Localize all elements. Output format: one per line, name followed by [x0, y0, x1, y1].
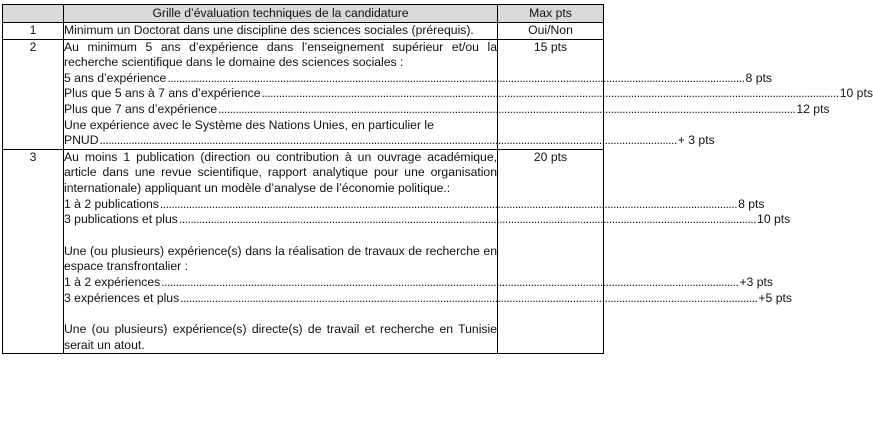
header-row: [3, 5, 604, 23]
table-row: [3, 39, 604, 149]
table-row: [3, 23, 604, 40]
scoring-line: [64, 70, 772, 87]
criteria-intro: Au moins 1 publication (direction ou contribution à un ouvrage académique, article dans une revue scientifique, rapport analytique pour une organisation internationale) appliquant un modèle d’analyse de l’économie politique.:: [64, 149, 497, 195]
scoring-line: [64, 212, 791, 228]
scoring-line: [64, 196, 765, 213]
scoring-label: 5 ans d’expérience: [64, 70, 167, 85]
dot-leader: ........................................................................................................................................................................................................: [161, 274, 739, 289]
scoring-label: Plus que 5 ans à 7 ans d’expérience: [64, 86, 261, 101]
criteria-extra-text: Une expérience avec le Système des Nations Unies, en particulier le: [64, 117, 434, 132]
scoring-points: 8 pts: [745, 70, 772, 85]
scoring-points: 8 pts: [738, 196, 765, 211]
max-points: Oui/Non: [498, 23, 604, 40]
scoring-line: [64, 133, 715, 149]
dot-leader: ........................................................................................................................................................................................................: [218, 101, 796, 116]
max-points: 20 pts: [498, 149, 604, 354]
scoring-label: 3 publications et plus: [64, 212, 178, 227]
scoring-line: [64, 274, 773, 291]
scoring-points: + 3 pts: [677, 133, 715, 148]
scoring-label: PNUD: [64, 133, 99, 148]
max-points: 15 pts: [498, 39, 604, 149]
scoring-points: +5 pts: [758, 290, 792, 305]
criteria-text: Minimum un Doctorat dans une discipline des sciences sociales (prérequis).: [64, 23, 474, 37]
scoring-line: [64, 101, 830, 118]
scoring-label: 1 à 2 publications: [64, 196, 159, 211]
scoring-label: 3 expériences et plus: [64, 290, 180, 305]
criteria-cell: [64, 23, 498, 40]
dot-leader: ........................................................................................................................................................................................................: [178, 212, 757, 227]
spacer: [64, 228, 497, 244]
evaluation-grid-table: [2, 4, 873, 354]
row-number: 2: [3, 39, 64, 149]
scoring-points: +3 pts: [739, 274, 773, 289]
dot-leader: ........................................................................................................................................................................................................: [167, 70, 745, 85]
row-number: 1: [3, 23, 64, 40]
scoring-points: 10 pts: [839, 86, 873, 101]
header-criteria: Grille d’évaluation techniques de la candidature: [64, 5, 498, 23]
dot-leader: ........................................................................................................................................................................................................: [180, 290, 758, 305]
scoring-label: Plus que 7 ans d’expérience: [64, 101, 218, 116]
dot-leader: ........................................................................................................................................................................................................: [261, 86, 839, 101]
spacer: [64, 306, 497, 322]
scoring-line: [64, 86, 873, 102]
dot-leader: ........................................................................................................................................................................................................: [159, 196, 738, 211]
header-empty-cell: [3, 5, 64, 23]
row-number: 3: [3, 149, 64, 354]
scoring-points: 10 pts: [757, 212, 791, 227]
criteria-intro: Une (ou plusieurs) expérience(s) dans la réalisation de travaux de recherche en espace transfrontalier :: [64, 243, 497, 274]
table-row: [3, 149, 604, 354]
header-max-points: Max pts: [498, 5, 604, 23]
scoring-line: [64, 290, 792, 307]
scoring-points: 12 pts: [796, 101, 830, 116]
scoring-label: 1 à 2 expériences: [64, 274, 161, 289]
dot-leader: ........................................................................................................................................................................................................: [99, 133, 677, 148]
criteria-note: Une (ou plusieurs) expérience(s) directe(s) de travail et recherche en Tunisie serait un atout.: [64, 322, 497, 352]
criteria-intro: Au minimum 5 ans d’expérience dans l’enseignement supérieur et/ou la recherche scientifique dans le domaine des sciences sociales :: [64, 39, 497, 70]
